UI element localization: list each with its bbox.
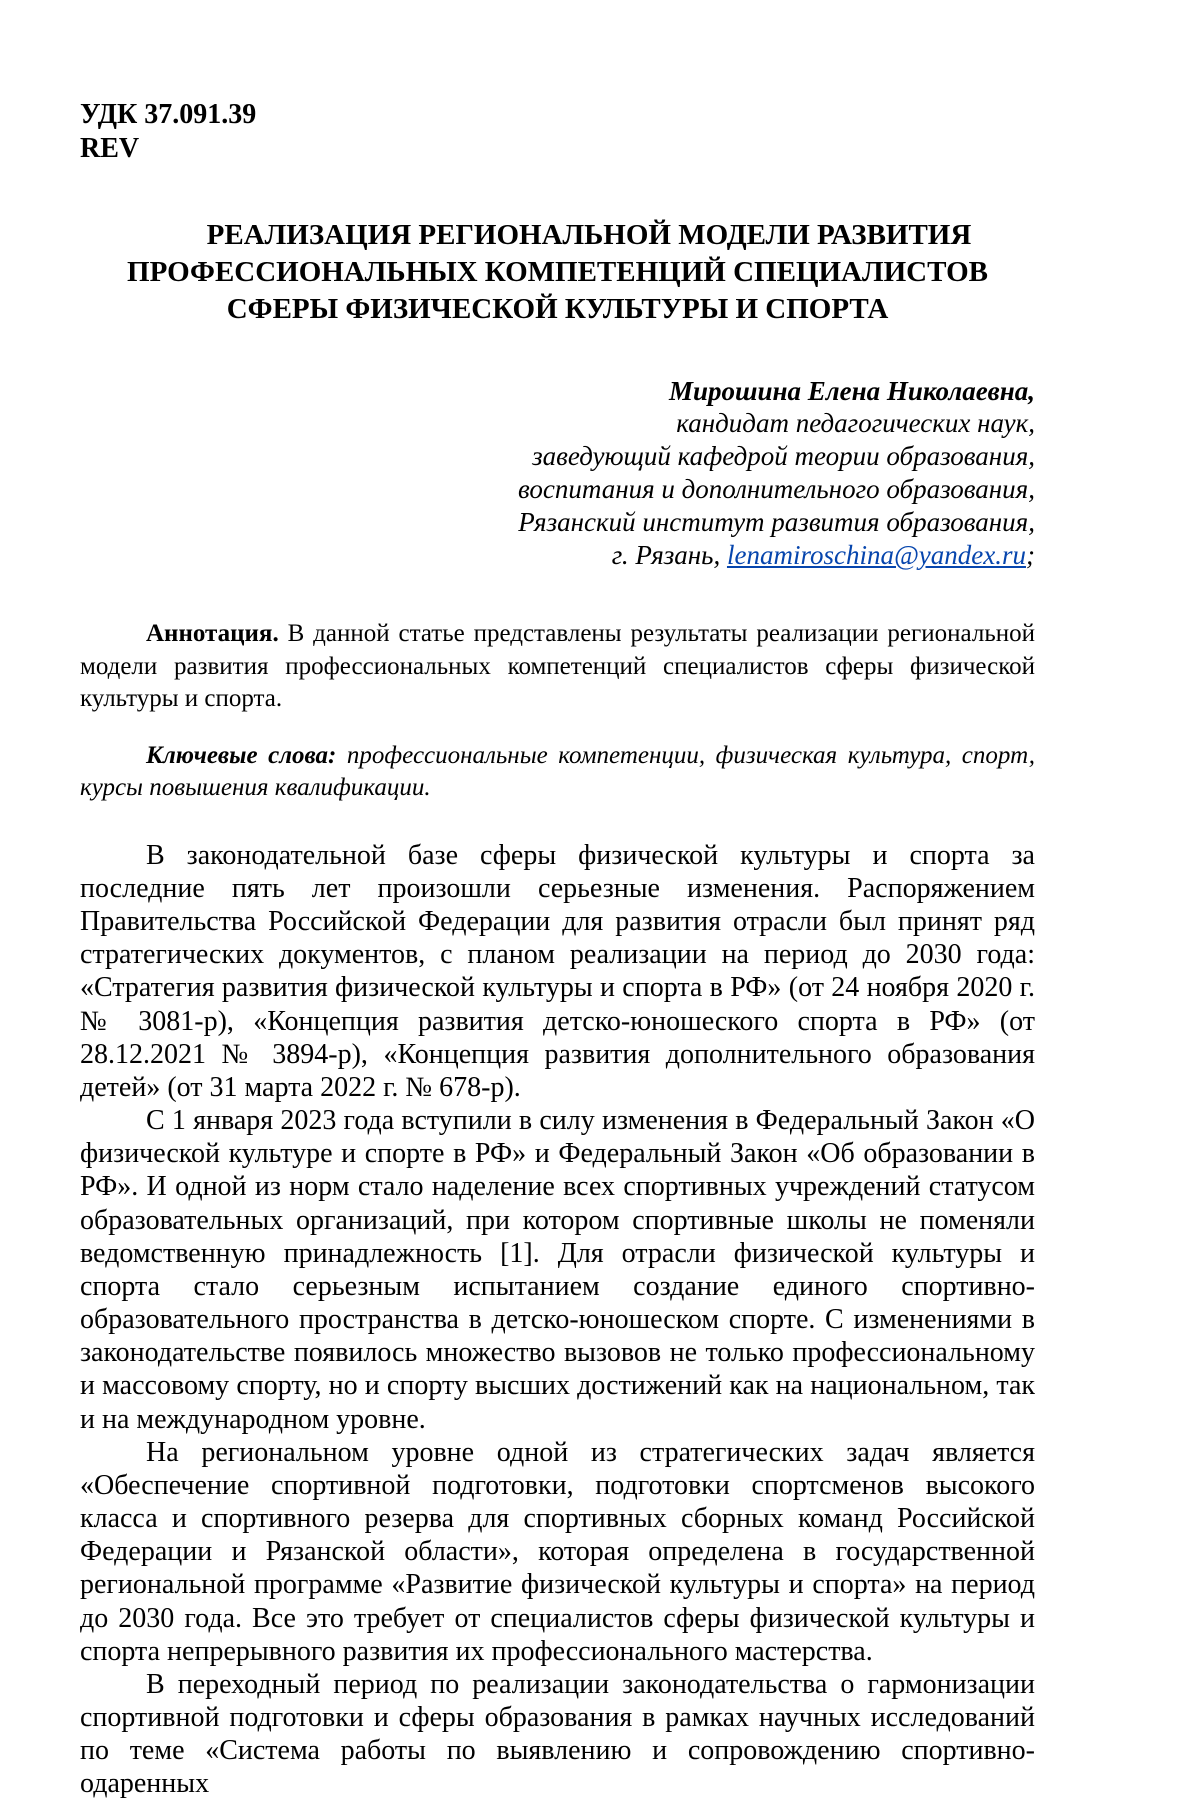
author-name: Мирошина Елена Николаевна,	[668, 375, 1035, 406]
body-paragraph-1: В законодательной базе сферы физической культуры и спорта за последние пять лет произошли серьезные изменения. Распоряжением Правительства Российской Федерации для развития отрасли был принят ряд стратегических документов, с планом реализации на период до 2030 года: «Стратегия развития физической культуры и спорта в РФ» (от 24 ноября 2020 г. № 3081-р), «Концепция развития детско-юношеского спорта в РФ» (от 28.12.2021 № 3894-р), «Концепция развития дополнительного образования детей» (от 31 марта 2022 г. № 678-р).	[80, 839, 1035, 1103]
author-position-1: заведующий кафедрой теории образования,	[532, 441, 1035, 472]
title-line-1: РЕАЛИЗАЦИЯ РЕГИОНАЛЬНОЙ МОДЕЛИ РАЗВИТИЯ	[206, 219, 972, 252]
keywords-label: Ключевые слова:	[146, 741, 337, 769]
udc-block	[80, 98, 1035, 165]
article-title	[80, 217, 1035, 328]
title-line-3: СФЕРЫ ФИЗИЧЕСКОЙ КУЛЬТУРЫ И СПОРТА	[226, 293, 889, 326]
abstract-paragraph	[80, 618, 1035, 716]
author-affiliation: Рязанский институт развития образования,	[518, 507, 1035, 538]
body-paragraph-3: На региональном уровне одной из стратегических задач является «Обеспечение спортивной подготовки, подготовки спортсменов высокого класса и спортивного резерва для спортивных сборных команд Российской Федерации и Рязанской области», которая определена в государственной региональной программе «Развитие физической культуры и спорта» на период до 2030 года. Все это требует от специалистов сферы физической культуры и спорта непрерывного развития их профессионального мастерства.	[80, 1436, 1035, 1667]
rev-label: REV	[80, 132, 140, 164]
abstract-text: В данной статье представлены результаты реализации региональной модели развития профессиональных компетенций специалистов сферы физической культуры и спорта.	[80, 620, 1035, 713]
body-paragraph-2: С 1 января 2023 года вступили в силу изменения в Федеральный Закон «О физической культуре и спорте в РФ» и Федеральный Закон «Об образовании в РФ». И одной из норм стало наделение всех спортивных учреждений статусом образовательных организаций, при котором спортивные школы не поменяли ведомственную принадлежность [1]. Для отрасли физической культуры и спорта стало серьезным испытанием создание единого спортивно-образовательного пространства в детско-юношеском спорте. С изменениями в законодательстве появилось множество вызовов не только профессиональному и массовому спорту, но и спорту высших достижений как на национальном, так и на международном уровне.	[80, 1105, 1035, 1435]
keywords-text: профессиональные компетенции, физическая культура, спорт, курсы повышения квалификации.	[80, 741, 1035, 802]
article-body	[80, 839, 1035, 1801]
author-contact-line	[80, 539, 1035, 572]
author-degree: кандидат педагогических наук,	[676, 408, 1035, 439]
udc-number: УДК 37.091.39	[80, 99, 257, 130]
abstract-label: Аннотация.	[146, 620, 279, 648]
email-suffix: ;	[1026, 540, 1035, 571]
email-link[interactable]: lenamiroschina@yandex.ru	[726, 540, 1026, 571]
body-paragraph-4: В переходный период по реализации законодательства о гармонизации спортивной подготовки и сферы образования в рамках научных исследований по теме «Система работы по выявлению и сопровождению спортивно-одаренных	[80, 1668, 1035, 1800]
title-line-2: ПРОФЕССИОНАЛЬНЫХ КОМПЕТЕНЦИЙ СПЕЦИАЛИСТОВ	[127, 256, 988, 289]
author-block	[80, 375, 1035, 573]
author-city: г. Рязань,	[611, 540, 727, 571]
author-position-2: воспитания и дополнительного образования,	[518, 474, 1035, 505]
keywords-paragraph	[80, 740, 1035, 805]
